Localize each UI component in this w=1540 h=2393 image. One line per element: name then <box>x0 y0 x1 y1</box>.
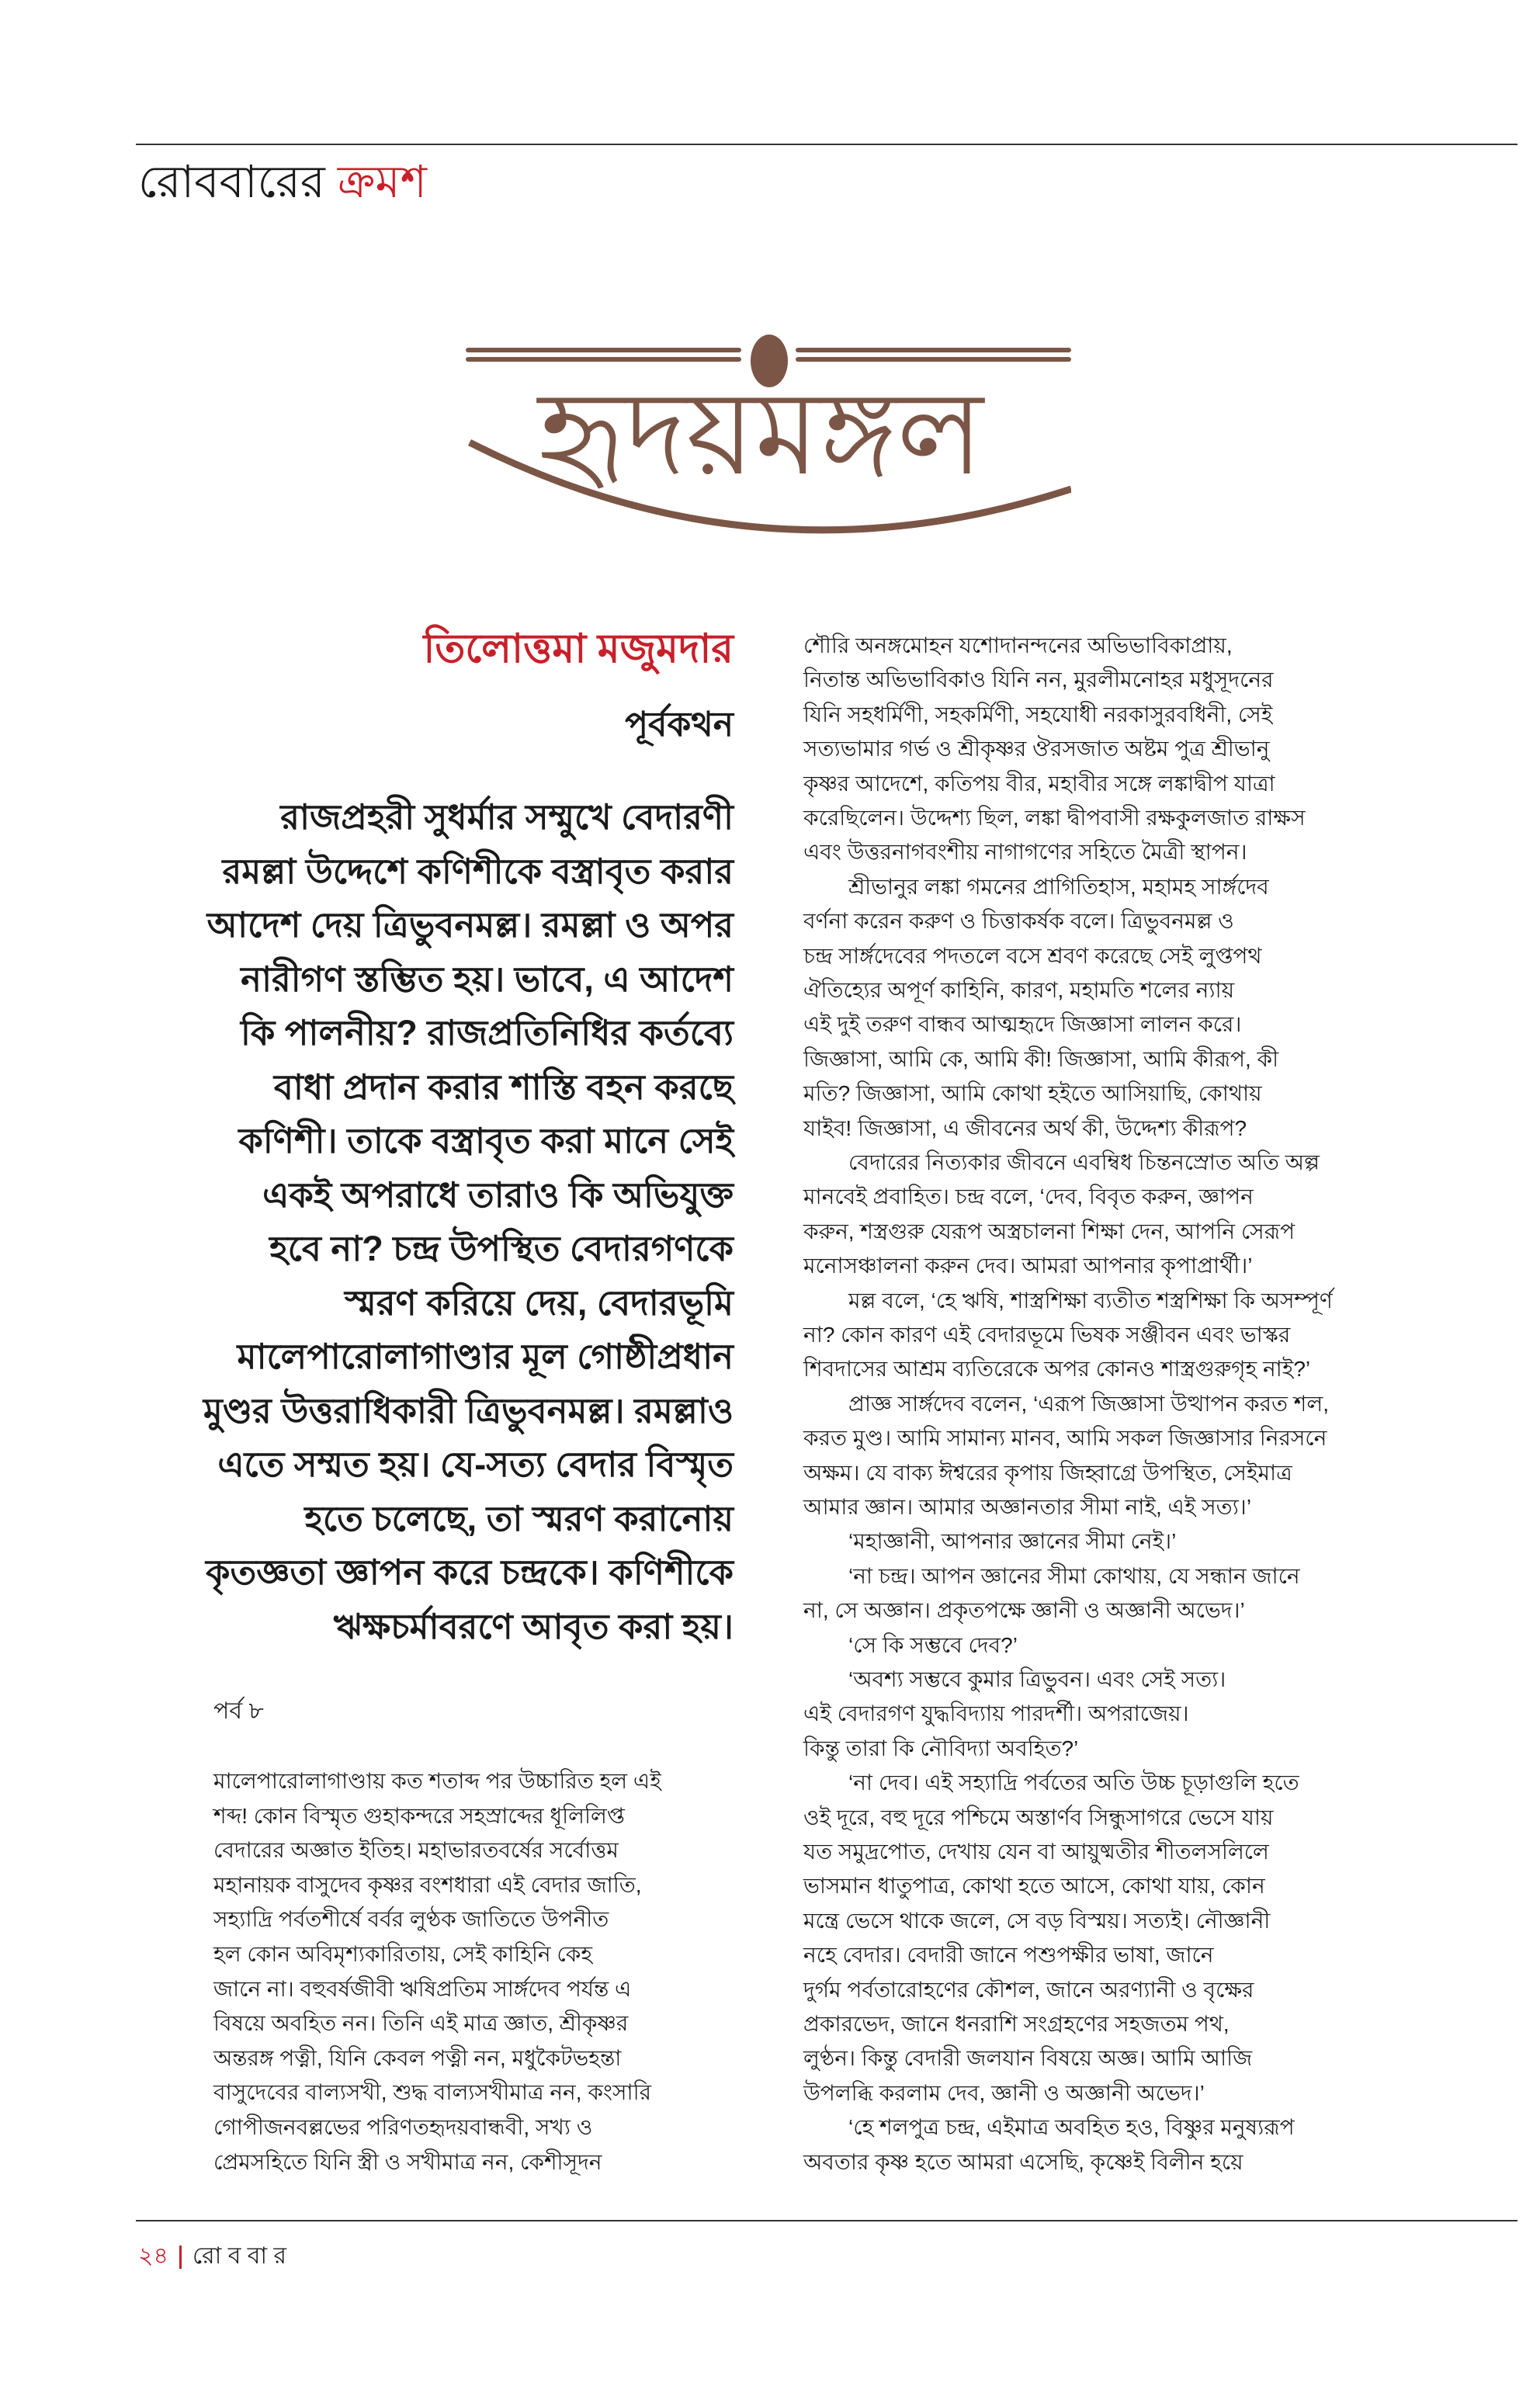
serial-logo <box>450 310 1071 543</box>
body-line: ‘হে শলপুত্র চন্দ্র, এইমাত্র অবহিত হও, বিষ্ণুর মনুষ্যরূপ <box>848 2115 1295 2140</box>
recap-heading: পূর্বকথন <box>625 706 734 744</box>
recap-line: হতে চলেছে, তা স্মরণ করানোয় <box>304 1498 734 1538</box>
body-line: প্রাজ্ঞ সার্ঙ্গদেব বলেন, ‘এরূপ জিজ্ঞাসা উত্থাপন করত শল, <box>848 1391 1330 1416</box>
body-line: অক্ষম। যে বাক্য ঈশ্বরের কৃপায় জিহ্বাগ্রে উপস্থিত, সেইমাত্র <box>803 1460 1292 1485</box>
body-line: অন্তরঙ্গ পত্নী, যিনি কেবল পত্নী নন, মধুকৈটভহন্তা <box>213 2045 622 2070</box>
body-line: এই দুই তরুণ বান্ধব আত্মহৃদে জিজ্ঞাসা লালন করে। <box>803 1012 1242 1037</box>
body-line: শৌরি অনঙ্গমোহন যশোদানন্দনের অভিভাবিকাপ্রায়, <box>803 633 1233 657</box>
body-line: এই বেদারগণ যুদ্ধবিদ্যায় পারদর্শী। অপরাজেয়। <box>803 1701 1189 1726</box>
body-line: মতি? জিজ্ঞাসা, আমি কোথা হইতে আসিয়াছি, কোথায় <box>803 1081 1262 1106</box>
body-line: মল্ল বলে, ‘হে ঋষি, শাস্ত্রশিক্ষা ব্যতীত শস্ত্রশিক্ষা কি অসম্পূর্ণ <box>848 1288 1333 1313</box>
section-highlight: ক্রমশ <box>337 157 427 207</box>
body-line: ‘না চন্দ্র। আপন জ্ঞানের সীমা কোথায়, যে সন্ধান জানে <box>848 1563 1300 1588</box>
body-line: মালেপারোলাগাণ্ডায় কত শতাব্দ পর উচ্চারিত হল এই <box>213 1769 661 1793</box>
body-line: উপলব্ধি করলাম দেব, জ্ঞানী ও অজ্ঞানী অভেদ।’ <box>803 2080 1205 2105</box>
body-line: করেছিলেন। উদ্দেশ্য ছিল, লঙ্কা দ্বীপবাসী রক্ষকুলজাত রাক্ষস <box>803 806 1306 830</box>
body-line: ওই দূরে, বহু দূরে পশ্চিমে অস্তার্ণব সিন্ধুসাগরে ভেসে যায় <box>803 1805 1274 1829</box>
body-line: যাইব! জিজ্ঞাসা, এ জীবনের অর্থ কী, উদ্দেশ্য কীরূপ? <box>803 1115 1247 1140</box>
recap-line: কৃতজ্ঞতা জ্ঞাপন করে চন্দ্রকে। কণিশীকে <box>206 1552 734 1592</box>
body-line: দুর্গম পর্বতারোহণের কৌশল, জানে অরণ্যানী ও বৃক্ষের <box>803 1977 1254 2002</box>
body-line: মানবেই প্রবাহিত। চন্দ্র বলে, ‘দেব, বিবৃত করুন, জ্ঞাপন <box>803 1184 1254 1209</box>
body-line: করত মুণ্ড। আমি সামান্য মানব, আমি সকল জিজ্ঞাসার নিরসনে <box>803 1426 1327 1451</box>
logo-title: হৃদয়মঙ্গল <box>538 370 983 499</box>
body-line: মনোসঞ্চালনা করুন দেব। আমরা আপনার কৃপাপ্রার্থী।’ <box>803 1254 1253 1278</box>
recap-line: বাধা প্রদান করার শাস্তি বহন করছে <box>273 1066 734 1107</box>
body-line: ঐতিহ্যের অপূর্ণ কাহিনি, কারণ, মহামতি শলের ন্যায় <box>803 978 1235 1002</box>
recap-line: রমল্লা উদ্দেশে কণিশীকে বস্ত্রাবৃত করার <box>222 851 734 891</box>
body-line: অবতার কৃষ্ণ হতে আমরা এসেছি, কৃষ্ণেই বিলীন হয়ে <box>803 2149 1243 2174</box>
body-line: আমার জ্ঞান। আমার অজ্ঞানতার সীমা নাই, এই সত্য।’ <box>803 1495 1252 1519</box>
section-header <box>138 155 427 210</box>
body-line: লুণ্ঠন। কিন্তু বেদারী জলযান বিষয়ে অজ্ঞ। আমি আজি <box>803 2046 1253 2071</box>
body-line: মন্ত্রে ভেসে থাকে জলে, সে বড় বিস্ময়। সত্যই। নৌজ্ঞানী <box>803 1908 1271 1933</box>
recap-line: কণিশী। তাকে বস্ত্রাবৃত করা মানে সেই <box>238 1121 734 1160</box>
footer-divider <box>179 2246 182 2269</box>
body-line: ‘অবশ্য সম্ভবে কুমার ত্রিভুবন। এবং সেই সত্য। <box>848 1667 1226 1691</box>
body-line: বেদারের নিত্যকার জীবনে এবম্বিধ চিন্তনস্রোত অতি অল্প <box>848 1150 1320 1174</box>
recap-line: এতে সম্মত হয়। যে-সত্য বেদার বিস্মৃত <box>217 1444 734 1484</box>
page-number: ২৪ <box>138 2243 168 2269</box>
recap-line: আদেশ দেয় ত্রিভুবনমল্ল। রমল্লা ও অপর <box>206 905 734 945</box>
recap-line: রাজপ্রহরী সুধর্মার সম্মুখে বেদারণী <box>280 797 734 837</box>
bottom-rule <box>136 2220 1517 2221</box>
recap-line: মালেপারোলাগাণ্ডার মূল গোষ্ঠীপ্রধান <box>237 1337 734 1376</box>
body-line: শব্দ! কোন বিস্মৃত গুহাকন্দরে সহস্রাব্দের ধূলিলিপ্ত <box>213 1803 625 1828</box>
body-line: না, সে অজ্ঞান। প্রকৃতপক্ষে জ্ঞানী ও অজ্ঞানী অভেদ।’ <box>803 1598 1245 1623</box>
body-line: হল কোন অবিমৃশ্যকারিতায়, সেই কাহিনি কেহ <box>213 1942 593 1966</box>
body-line: যিনি সহধর্মিণী, সহকর্মিণী, সহযোধী নরকাসুরবধিনী, সেই <box>803 702 1273 727</box>
footer <box>138 2237 286 2277</box>
body-line: জিজ্ঞাসা, আমি কে, আমি কী! জিজ্ঞাসা, আমি কীরূপ, কী <box>803 1046 1279 1071</box>
body-line: বিষয়ে অবহিত নন। তিনি এই মাত্র জ্ঞাত, শ্রীকৃষ্ণর <box>213 2011 629 2036</box>
body-line: প্রকারভেদ, জানে ধনরাশি সংগ্রহণের সহজতম পথ, <box>803 2012 1230 2036</box>
section-prefix: রোববারের <box>138 157 325 207</box>
recap-line: একই অপরাধে তারাও কি অভিযুক্ত <box>262 1174 734 1215</box>
body-line: কিন্তু তারা কি নৌবিদ্যা অবহিত?’ <box>803 1736 1079 1760</box>
body-line: বেদারের অজ্ঞাত ইতিহ। মহাভারতবর্ষের সর্বোত্তম <box>213 1838 619 1863</box>
body-line: যত সমুদ্রপোত, দেখায় যেন বা আয়ুষ্মতীর শীতলসলিলে <box>803 1840 1269 1864</box>
body-line: করুন, শস্ত্রগুরু যেরূপ অস্ত্রচালনা শিক্ষা দেন, আপনি সেরূপ <box>803 1219 1295 1243</box>
body-line: সহ্যাদ্রি পর্বতশীর্ষে বর্বর লুণ্ঠক জাতিতে উপনীত <box>213 1907 609 1932</box>
body-line: শ্রীভানুর লঙ্কা গমনের প্রাগিতিহাস, মহামহ সার্ঙ্গদেব <box>848 874 1269 899</box>
magazine-name: রো ব বা র <box>192 2243 286 2269</box>
recap-line: স্মরণ করিয়ে দেয়, বেদারভূমি <box>344 1282 734 1323</box>
body-line: কৃষ্ণর আদেশে, কতিপয় বীর, মহাবীর সঙ্গে লঙ্কাদ্বীপ যাত্রা <box>803 771 1275 796</box>
body-line: সত্যভামার গর্ভ ও শ্রীকৃষ্ণর ঔরসজাত অষ্টম পুত্র শ্রীভানু <box>803 737 1270 761</box>
body-line: মহানায়ক বাসুদেব কৃষ্ণর বংশধারা এই বেদার জাতি, <box>213 1872 642 1897</box>
body-line: ‘সে কি সম্ভবে দেব?’ <box>848 1632 1018 1657</box>
body-line: গোপীজনবল্লভের পরিণতহৃদয়বান্ধবী, সখ্য ও <box>213 2115 593 2139</box>
body-line: নহে বেদার। বেদারী জানে পশুপক্ষীর ভাষা, জানে <box>803 1943 1214 1968</box>
recap-line: মুণ্ডর উত্তরাধিকারী ত্রিভুবনমল্ল। রমল্লাও <box>203 1390 734 1431</box>
body-line: চন্দ্র সার্ঙ্গদেবের পদতলে বসে শ্রবণ করেছে সেই লুপ্তপথ <box>803 943 1262 968</box>
top-rule <box>136 144 1517 145</box>
body-line: শিবদাসের আশ্রম ব্যতিরেকে অপর কোনও শাস্ত্রগুরুগৃহ নাই?’ <box>803 1357 1311 1382</box>
recap-line: নারীগণ স্তম্ভিত হয়। ভাবে, এ আদেশ <box>241 959 734 999</box>
body-line: জানে না। বহুবর্ষজীবী ঋষিপ্রতিম সার্ঙ্গদেব পর্যন্ত এ <box>213 1976 632 2001</box>
recap-line: হবে না? চন্দ্র উপস্থিত বেদারগণকে <box>269 1229 734 1268</box>
recap-line: ঋক্ষচর্মাবরণে আবৃত করা হয়। <box>333 1606 734 1646</box>
recap-line: কি পালনীয়? রাজপ্রতিনিধির কর্তব্যে <box>240 1013 734 1053</box>
body-line: বাসুদেবের বাল্যসখী, শুদ্ধ বাল্যসখীমাত্র নন, কংসারি <box>213 2080 651 2105</box>
body-line: প্রেমসহিতে যিনি স্ত্রী ও সখীমাত্র নন, কেশীসূদন <box>213 2149 602 2174</box>
episode-label: পর্ব ৮ <box>213 1698 264 1724</box>
body-line: ‘মহাজ্ঞানী, আপনার জ্ঞানের সীমা নেই।’ <box>848 1529 1177 1554</box>
body-line: বর্ণনা করেন করুণ ও চিত্তাকর্ষক বলে। ত্রিভুবনমল্ল ও <box>803 909 1234 934</box>
body-line: নিতান্ত অভিভাবিকাও যিনি নন, মুরলীমনোহর মধুসূদনের <box>803 668 1274 692</box>
body-line: এবং উত্তরনাগবংশীয় নাগাগণের সহিতে মৈত্রী স্থাপন। <box>803 840 1247 865</box>
body-line: না? কোন কারণ এই বেদারভূমে ভিষক সঞ্জীবন এবং ভাস্কর <box>803 1323 1291 1347</box>
body-line: ‘না দেব। এই সহ্যাদ্রি পর্বতের অতি উচ্চ চূড়াগুলি হতে <box>848 1770 1299 1795</box>
body-line: ভাসমান ধাতুপাত্র, কোথা হতে আসে, কোথা যায়, কোন <box>803 1874 1265 1899</box>
author-name: তিলোত্তমা মজুমদার <box>423 626 734 671</box>
